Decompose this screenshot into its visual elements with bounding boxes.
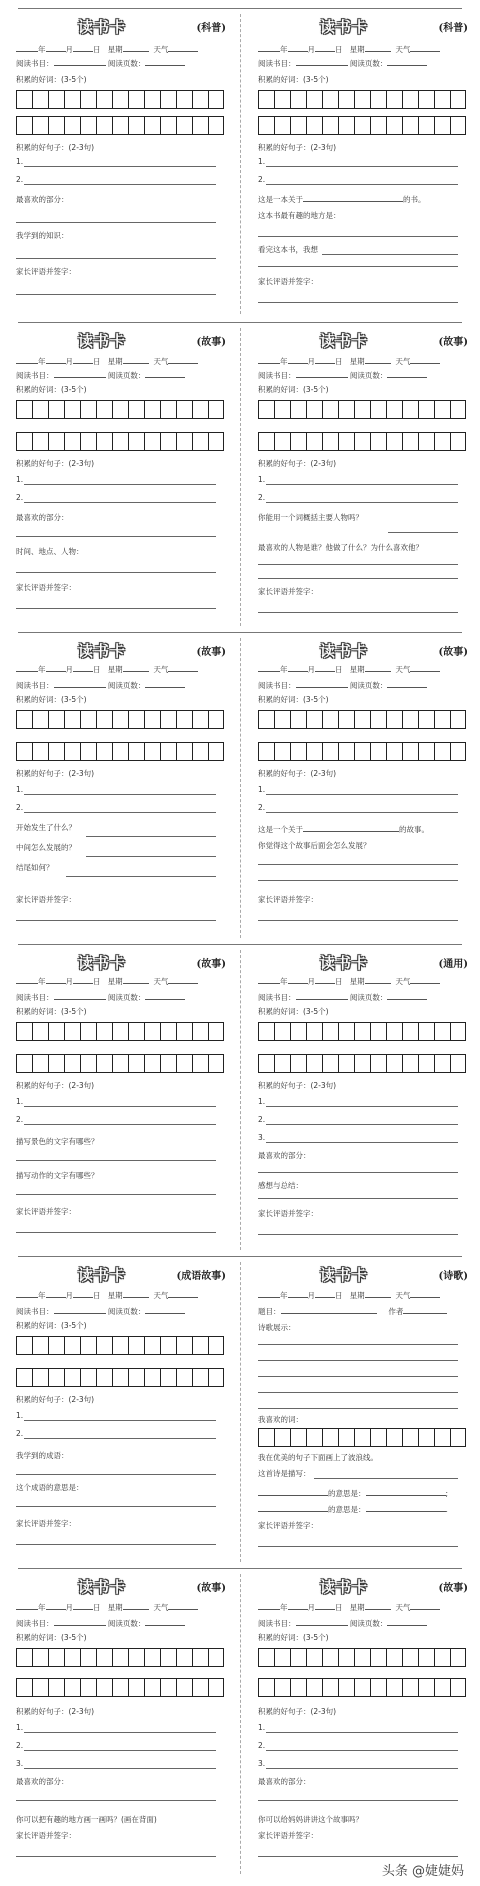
write-line [266,502,458,503]
item-number: 1. [16,157,24,166]
card-header [258,1576,470,1596]
card-title: 读书卡 [78,1578,127,1596]
write-line [266,1732,458,1733]
words-label: 积累的好词：(3-5个) [258,1633,329,1642]
write-line [266,794,458,795]
card-header [16,1576,228,1596]
date-row: 年 月 日 星期 天气 [16,662,228,676]
write-line [266,484,458,485]
date-row: 年 月 日 星期 天气 [16,1288,228,1302]
reading-card [258,328,470,626]
write-line [16,1232,216,1233]
write-line [24,1420,216,1421]
reading-card [16,328,228,626]
write-line [258,1376,458,1377]
parent-label: 家长评语并签字： [258,895,318,904]
write-line [24,484,216,485]
word-grid [258,432,466,451]
book-row: 阅读书目： 阅读页数： [16,368,228,382]
divider [240,328,241,626]
fav-part-label: 最喜欢的部分： [16,195,69,204]
write-line [258,1234,458,1235]
word-grid [258,742,466,761]
book-row: 阅读书目： 阅读页数： [258,678,470,692]
item-number: 2. [258,493,266,502]
write-line [258,578,458,579]
fav-part-label: 最喜欢的部分： [258,1777,311,1786]
card-header [258,1264,470,1284]
card-type-tag: (故事) [196,959,226,970]
write-line [266,1768,458,1769]
book-row: 阅读书目： 阅读页数： [258,368,470,382]
card-type-tag: (故事) [438,1583,468,1594]
words-label: 积累的好词：(3-5个) [16,75,87,84]
after-reading-label: 看完这本书，我想 [258,245,318,254]
item-number: 2. [16,1741,24,1750]
item-number: 2. [16,493,24,502]
card-type-tag: (故事) [196,647,226,658]
sentences-label: 积累的好句子：(2-3句) [258,459,337,468]
write-line [266,1142,458,1143]
item-number: 2. [16,803,24,812]
item-number: 2. [16,1429,24,1438]
card-type-tag: (诗歌) [438,1271,468,1282]
poem-show-label: 诗歌展示： [258,1323,296,1332]
divider [240,1574,241,1874]
word-grid [16,1022,224,1041]
card-title: 读书卡 [78,642,127,660]
reading-card [16,1262,228,1562]
word-grid [258,1678,466,1697]
parent-label: 家长评语并签字： [16,1207,76,1216]
write-line [258,920,458,921]
words-label: 积累的好词：(3-5个) [258,1007,329,1016]
write-line [24,794,216,795]
card-header [16,16,228,36]
write-line [16,294,216,295]
reading-card [258,1574,470,1874]
time-place-label: 时间、地点、人物： [16,547,84,556]
tell-mom-label: 你可以给妈妈讲讲这个故事吗？ [258,1815,363,1824]
card-type-tag: (故事) [196,337,226,348]
reading-card [258,638,470,938]
write-line [266,812,458,813]
reading-card [258,1262,470,1562]
about-story-row: 这是一个关于 的故事。 [258,822,470,836]
write-line [86,856,216,857]
write-line [24,502,216,503]
date-row: 年 月 日 星期 天气 [16,354,228,368]
card-title: 读书卡 [320,18,369,36]
about-book-row: 这是一本关于 的书。 [258,192,470,206]
write-line [258,236,458,237]
word-grid [16,742,224,761]
sentences-label: 积累的好句子：(2-3句) [16,1707,95,1716]
write-line [258,880,458,881]
sentences-label: 积累的好句子：(2-3句) [258,143,337,152]
divider [240,950,241,1250]
item-number: 3. [258,1759,266,1768]
reading-card [16,950,228,1250]
book-row: 阅读书目： 阅读页数： [258,990,470,1004]
card-header [258,952,470,972]
parent-label: 家长评语并签字： [16,583,76,592]
item-number: 2. [258,803,266,812]
word-grid [258,710,466,729]
word-grid [16,1054,224,1073]
word-grid [16,1678,224,1697]
action-words-label: 描写动作的文字有哪些？ [16,1171,99,1180]
card-header [258,640,470,660]
item-number: 1. [16,785,24,794]
reading-card [258,950,470,1250]
words-label: 积累的好词：(3-5个) [16,1321,87,1330]
meaning-row: 的意思是： . [258,1502,470,1516]
idiom-learned-label: 我学到的成语： [16,1451,69,1460]
write-line [258,1546,458,1547]
word-grid [258,116,466,135]
words-label: 积累的好词：(3-5个) [258,385,329,394]
write-line [66,876,216,877]
write-line [258,1198,458,1199]
card-type-tag: (科普) [438,23,468,34]
date-row: 年 月 日 星期 天气 [258,662,470,676]
reading-card [16,638,228,938]
card-type-tag: (故事) [438,337,468,348]
sentences-label: 积累的好句子：(2-3句) [258,769,337,778]
word-grid [258,400,466,419]
write-line [16,920,216,921]
words-label: 积累的好词：(3-5个) [258,695,329,704]
write-line [266,1124,458,1125]
end-label: 结尾如何？ [16,863,54,872]
item-number: 1. [258,785,266,794]
card-title: 读书卡 [78,954,127,972]
item-number: 1. [16,1723,24,1732]
fav-words-label: 我喜欢的词： [258,1415,303,1424]
parent-label: 家长评语并签字： [258,1831,318,1840]
fav-character-label: 最喜欢的人物是谁？他做了什么？为什么喜欢他？ [258,543,423,552]
write-line [258,1392,458,1393]
book-row: 阅读书目： 阅读页数： [16,990,228,1004]
write-line [258,302,458,303]
reading-card [258,14,470,314]
date-row: 年 月 日 星期 天气 [258,354,470,368]
write-line [266,1106,458,1107]
continue-label: 你觉得这个故事后面会怎么发展？ [258,841,371,850]
divider [240,638,241,938]
write-line [24,166,216,167]
reading-card [16,1574,228,1874]
words-label: 积累的好词：(3-5个) [16,695,87,704]
card-title: 读书卡 [320,1578,369,1596]
write-line [16,222,216,223]
item-number: 1. [258,157,266,166]
word-grid [16,1336,224,1355]
divider [240,14,241,314]
write-line [258,612,458,613]
item-number: 1. [16,475,24,484]
parent-label: 家长评语并签字： [258,1209,318,1218]
write-line [258,864,458,865]
item-number: 2. [258,175,266,184]
word-grid [258,1428,466,1447]
book-row: 阅读书目： 阅读页数： [16,1616,228,1630]
card-type-tag: (科普) [196,23,226,34]
write-line [16,1194,216,1195]
write-line [24,1732,216,1733]
fav-part-label: 最喜欢的部分： [258,1151,311,1160]
book-row: 阅读书目： 阅读页数： [258,56,470,70]
date-row: 年 月 日 星期 天气 [258,1288,470,1302]
card-title: 读书卡 [320,332,369,350]
word-grid [16,710,224,729]
write-line [24,1768,216,1769]
item-number: 1. [258,1723,266,1732]
write-line [24,1124,216,1125]
sentences-label: 积累的好句子：(2-3句) [16,1081,95,1090]
sentences-label: 积累的好句子：(2-3句) [16,459,95,468]
write-line [16,608,216,609]
card-title: 读书卡 [320,1266,369,1284]
card-type-tag: (故事) [196,1583,226,1594]
write-line [266,166,458,167]
word-grid [16,90,224,109]
word-grid [258,1054,466,1073]
date-row: 年 月 日 星期 天气 [16,974,228,988]
words-label: 积累的好词：(3-5个) [258,75,329,84]
draw-fav-label: 你可以把有趣的地方画一画吗？(画在背面) [16,1815,157,1824]
feeling-label: 感想与总结： [258,1181,303,1190]
write-line [258,1172,458,1173]
card-type-tag: (故事) [438,647,468,658]
write-line [16,536,216,537]
item-number: 2. [16,175,24,184]
write-line [24,1750,216,1751]
divider [240,1262,241,1562]
date-row: 年 月 日 星期 天气 [16,42,228,56]
book-row: 阅读书目： 阅读页数： [258,1616,470,1630]
write-line [24,1438,216,1439]
word-grid [16,1368,224,1387]
date-row: 年 月 日 星期 天气 [258,974,470,988]
card-header [16,1264,228,1284]
item-number: 1. [258,475,266,484]
words-label: 积累的好词：(3-5个) [16,1007,87,1016]
card-type-tag: (成语故事) [176,1271,226,1282]
fav-sentence-label: 我在优美的句子下面画上了波浪线。 [258,1453,378,1462]
word-grid [16,116,224,135]
word-grid [16,1648,224,1667]
write-line [86,836,216,837]
card-header [16,640,228,660]
divider [18,322,462,323]
write-line [16,572,216,573]
card-title: 读书卡 [78,18,127,36]
item-number: 1. [16,1411,24,1420]
parent-label: 家长评语并签字： [258,587,318,596]
words-label: 积累的好词：(3-5个) [16,1633,87,1642]
parent-label: 家长评语并签字： [16,1519,76,1528]
parent-label: 家长评语并签字： [16,267,76,276]
parent-label: 家长评语并签字： [16,1831,76,1840]
write-line [322,254,458,255]
date-row: 年 月 日 星期 天气 [258,42,470,56]
card-type-tag: (通用) [438,959,468,970]
write-line [258,266,458,267]
sentences-label: 积累的好句子：(2-3句) [16,1395,95,1404]
write-line [16,1544,216,1545]
sentences-label: 积累的好句子：(2-3句) [258,1081,337,1090]
watermark: 头条 @婕婕妈 [376,1858,470,1881]
idiom-meaning-label: 这个成语的意思是： [16,1483,84,1492]
sentences-label: 积累的好句子：(2-3句) [258,1707,337,1716]
fav-part-label: 最喜欢的部分： [16,1777,69,1786]
item-number: 2. [16,1115,24,1124]
book-row: 阅读书目： 阅读页数： [16,56,228,70]
item-number: 1. [16,1097,24,1106]
item-number: 3. [16,1759,24,1768]
write-line [258,1800,458,1801]
write-line [16,1474,216,1475]
meaning-row: 的意思是： ; [258,1486,470,1500]
card-header [16,952,228,972]
item-number: 2. [258,1115,266,1124]
write-line [24,1106,216,1107]
item-number: 3. [258,1133,266,1142]
best-place-label: 这本书最有趣的地方是： [258,211,341,220]
item-number: 2. [258,1741,266,1750]
words-label: 积累的好词：(3-5个) [16,385,87,394]
book-row: 阅读书目： 阅读页数： [16,678,228,692]
divider [18,1568,462,1569]
fav-part-label: 最喜欢的部分： [16,513,69,522]
write-line [258,1360,458,1361]
write-line [24,812,216,813]
word-grid [258,1022,466,1041]
word-grid [16,432,224,451]
write-line [266,1750,458,1751]
begin-label: 开始发生了什么？ [16,823,76,832]
card-title: 读书卡 [78,1266,127,1284]
card-title: 读书卡 [320,954,369,972]
divider [18,8,462,9]
divider [18,632,462,633]
parent-label: 家长评语并签字： [258,277,318,286]
date-row: 年 月 日 星期 天气 [16,1600,228,1614]
sentences-label: 积累的好句子：(2-3句) [16,143,95,152]
card-header [258,330,470,350]
write-line [16,1506,216,1507]
write-line [16,1800,216,1801]
divider [18,944,462,945]
parent-label: 家长评语并签字： [16,895,76,904]
write-line [16,1856,216,1857]
book-row: 阅读书目： 阅读页数： [16,1304,228,1318]
card-header [258,16,470,36]
reading-card [16,14,228,314]
card-title: 读书卡 [320,642,369,660]
knowledge-label: 我学到的知识： [16,231,69,240]
describe-char-label: 你能用一个词概括主要人物吗？ [258,513,363,522]
word-grid [258,90,466,109]
title-row: 题目： 作者 [258,1304,470,1318]
parent-label: 家长评语并签字： [258,1521,318,1530]
write-line [24,184,216,185]
divider [18,1256,462,1257]
sentences-label: 积累的好句子：(2-3句) [16,769,95,778]
write-line [388,532,458,533]
color-words-label: 描写景色的文字有哪些？ [16,1137,99,1146]
write-line [258,564,458,565]
write-line [16,258,216,259]
date-row: 年 月 日 星期 天气 [258,1600,470,1614]
write-line [16,1160,216,1161]
middle-label: 中间怎么发展的？ [16,843,76,852]
write-line [258,1856,458,1857]
card-header [16,330,228,350]
word-grid [258,1648,466,1667]
write-line [314,1478,458,1479]
poem-describes-label: 这首诗是描写： [258,1469,311,1478]
write-line [258,1408,458,1409]
word-grid [16,400,224,419]
item-number: 1. [258,1097,266,1106]
card-title: 读书卡 [78,332,127,350]
write-line [258,1344,458,1345]
write-line [266,184,458,185]
